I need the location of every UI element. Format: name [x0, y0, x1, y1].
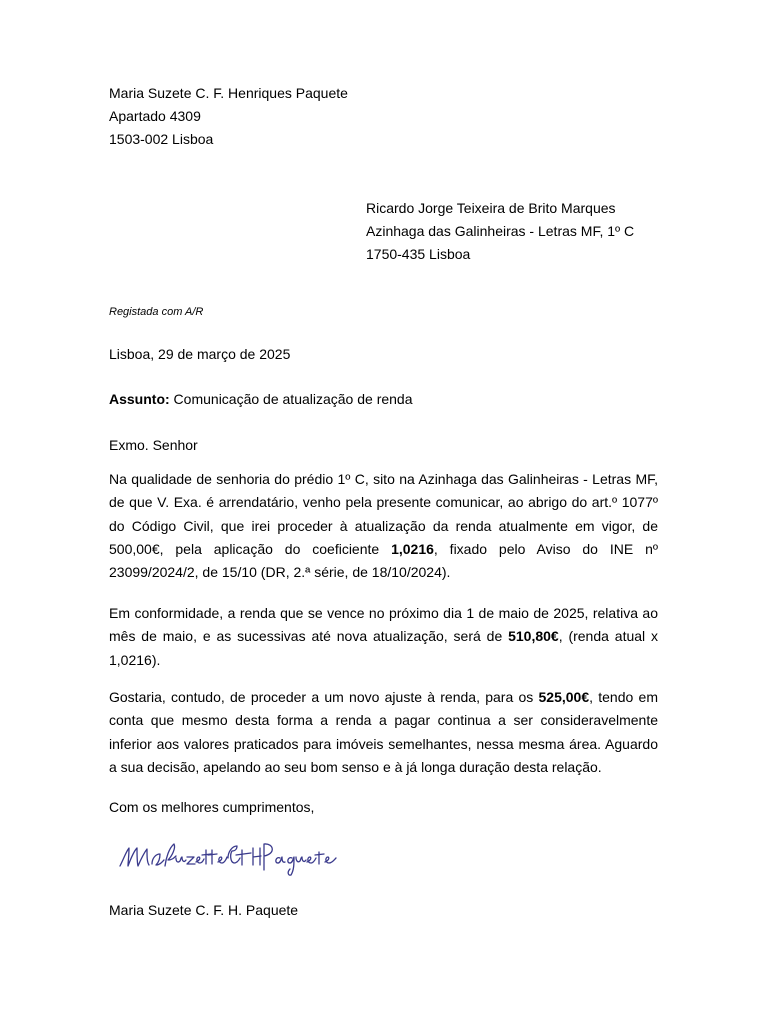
- sender-name: Maria Suzete C. F. Henriques Paquete: [109, 85, 348, 101]
- body-paragraph-2: [109, 602, 658, 672]
- paragraph-3-text-b: , tendo em conta que mesmo desta forma a renda a pagar continua a ser consideravelmente inferior aos valores praticados para imóveis semelhantes, nessa mesma área. Aguardo a sua decisão, apelando ao seu bom senso e à já longa duração desta relação.: [109, 689, 658, 775]
- recipient-address-line-2: 1750-435 Lisboa: [366, 246, 471, 262]
- signer-name: Maria Suzete C. F. H. Paquete: [109, 902, 299, 918]
- sender-address-line-1: Apartado 4309: [109, 108, 201, 124]
- recipient-address-line-1: Azinhaga das Galinheiras - Letras MF, 1º C: [366, 223, 635, 239]
- subject-text: Comunicação de atualização de renda: [169, 391, 413, 407]
- new-rent-value: 510,80€: [508, 628, 559, 645]
- body-paragraph-1: [109, 468, 658, 584]
- sender-address-block: [109, 82, 348, 151]
- sender-address-line-2: 1503-002 Lisboa: [109, 131, 214, 147]
- coefficient-value: 1,0216: [391, 540, 434, 557]
- handwritten-signature: [116, 836, 346, 880]
- subject-line: [109, 388, 413, 411]
- signature-strokes: [120, 844, 336, 875]
- subject-label: Assunto:: [109, 391, 170, 407]
- paragraph-1-text-b: , fixado pelo Aviso do INE nº 23099/2024/2, de 15/10 (DR, 2.ª série, de 18/10/2024).: [109, 540, 658, 581]
- proposed-rent-value: 525,00€: [538, 689, 590, 705]
- recipient-address-block: [366, 197, 634, 266]
- paragraph-1-text-a: Na qualidade de senhoria do prédio 1º C, sito na Azinhaga das Galinheiras - Letras MF, de que V. Exa. é arrendatário, venho pela presente comunicar, ao abrigo do art.º 1077º do Código Civil, que irei proceder à atualização da renda atualmente em vigor, de 500,00€, pela aplicação do coeficiente: [109, 471, 658, 557]
- paragraph-2-text-a: Em conformidade, a renda que se vence no próximo dia 1 de maio de 2025, relativa ao mês de maio, e as sucessivas até nova atualização, será de: [109, 605, 658, 645]
- closing-line: Com os melhores cumprimentos,: [109, 799, 315, 815]
- paragraph-2-text-b: , (renda atual x 1,0216).: [109, 628, 658, 668]
- recipient-name: Ricardo Jorge Teixeira de Brito Marques: [366, 200, 616, 216]
- date-line: Lisboa, 29 de março de 2025: [109, 346, 291, 362]
- paragraph-3-text-a: Gostaria, contudo, de proceder a um novo ajuste à renda, para os: [109, 689, 539, 705]
- salutation: Exmo. Senhor: [109, 437, 198, 453]
- registered-mail-note: Registada com A/R: [109, 306, 204, 318]
- body-paragraph-3: [109, 686, 658, 779]
